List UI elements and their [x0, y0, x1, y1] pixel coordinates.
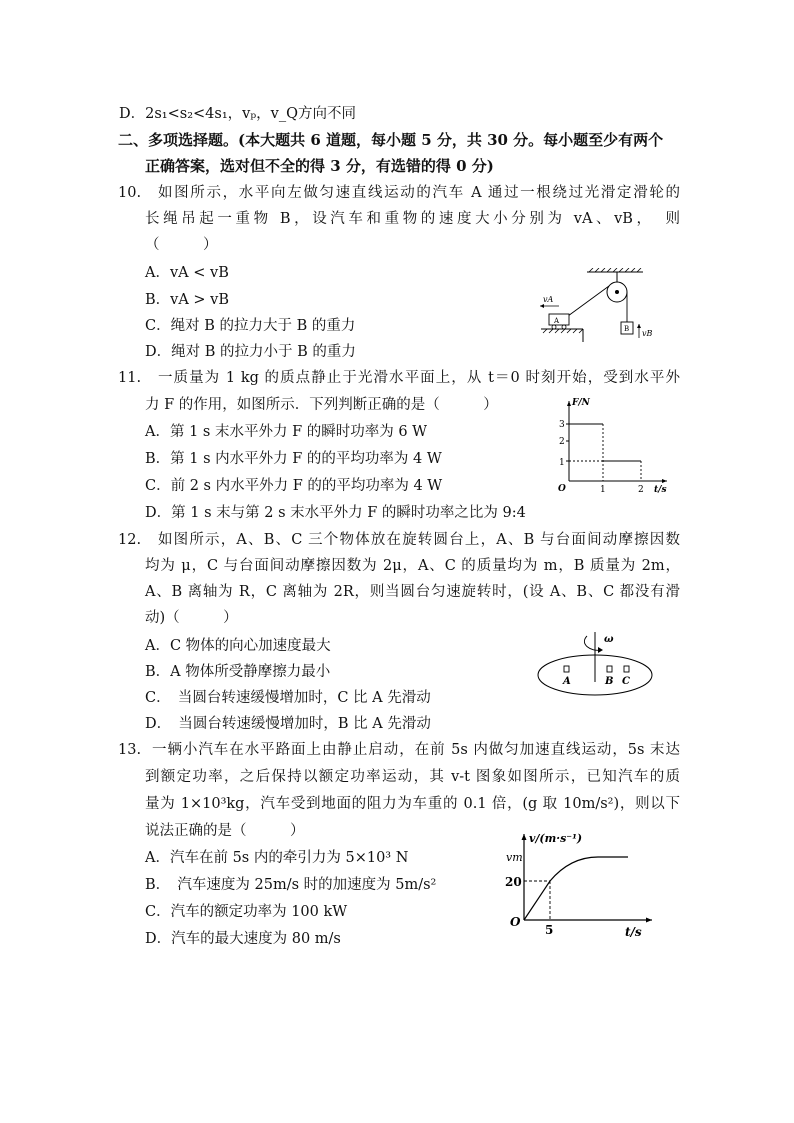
q13-stem-line3: 量为 1×10³kg，汽车受到地面的阻力为车重的 0.1 倍，(g 取 10m/s²)，则以下: [145, 796, 680, 812]
y-axis-arrow: [522, 834, 527, 840]
section-title-line2: 正确答案，选对但不全的得 3 分，有选错的得 0 分): [145, 157, 494, 175]
q10-pulley-figure: [535, 268, 655, 342]
x-axis-label: t/s: [654, 485, 667, 495]
rotation-arrow-head: [598, 647, 603, 653]
q12-option-b: B．A 物体所受静摩擦力最小: [145, 664, 331, 680]
origin-label: O: [510, 915, 521, 929]
x-tick-2: 2: [638, 485, 644, 495]
ceiling-hatch: [589, 268, 641, 272]
q12-turntable-figure: [535, 630, 660, 698]
label-b: B: [605, 676, 614, 687]
car-wheel-right: [562, 325, 566, 329]
q12-stem-line4: 动)（ ）: [145, 610, 238, 626]
y-tick-1: 1: [559, 458, 565, 468]
q11-number: 11.: [118, 370, 142, 386]
vm-label: vm: [506, 851, 523, 864]
q12-option-a: A．C 物体的向心加速度最大: [145, 638, 331, 654]
q13-stem-line2: 到额定功率，之后保持以额定功率运动，其 v-t 图象如图所示，已知汽车的质: [145, 769, 680, 785]
power-curve: [550, 857, 628, 881]
q12-stem-line2: 均为 μ，C 与台面间动摩擦因数为 2μ，A、C 的质量均为 m，B 质量为 2m，: [145, 558, 680, 574]
accel-segment: [524, 881, 550, 920]
q13-option-c: C．汽车的额定功率为 100 kW: [145, 904, 348, 920]
x-axis-arrow: [646, 918, 652, 923]
origin-label: O: [558, 484, 566, 494]
x-axis-arrow: [662, 479, 667, 483]
x-tick-5: 5: [545, 923, 554, 937]
block-b-label: B: [624, 325, 630, 333]
object-a: [564, 666, 569, 672]
y-axis-label: v/(m·s⁻¹): [529, 832, 583, 845]
y-axis-arrow: [567, 401, 571, 406]
va-arrow-head: [540, 304, 544, 308]
q13-number: 13.: [118, 742, 142, 758]
q11-option-d: D．第 1 s 末与第 2 s 末水平外力 F 的瞬时功率之比为 9:4: [145, 505, 526, 521]
q13-option-b: B． 汽车速度为 25m/s 时的加速度为 5m/s²: [145, 877, 437, 893]
car-wheel-left: [552, 325, 556, 329]
q13-stem-line4: 说法正确的是（ ）: [145, 823, 305, 839]
y-tick-20: 20: [505, 875, 522, 889]
car-a-label: A: [554, 317, 560, 325]
y-tick-3: 3: [559, 420, 565, 430]
pulley-axle: [615, 290, 619, 294]
q11-force-time-graph: [555, 395, 673, 495]
ground-hatch: [543, 329, 583, 333]
q10-option-c: C．绳对 B 的拉力大于 B 的重力: [145, 318, 356, 334]
q11-option-a: A．第 1 s 末水平外力 F 的瞬时功率为 6 W: [145, 424, 428, 440]
object-c: [624, 666, 629, 672]
label-a: A: [563, 676, 571, 687]
q10-stem-line2: 长绳吊起一重物 B，设汽车和重物的速度大小分别为 vA、vB， 则: [145, 211, 680, 227]
vb-label: vB: [642, 329, 653, 338]
q13-velocity-time-graph: [500, 828, 660, 940]
y-axis-label: F/N: [572, 398, 590, 408]
q13-stem-line1: 一辆小汽车在水平路面上由静止启动，在前 5s 内做匀加速直线运动，5s 末达: [152, 742, 680, 758]
q9-option-d: D．2s₁<s₂<4s₁，vₚ，v_Q方向不同: [119, 106, 356, 122]
q12-option-d: D． 当圆台转速缓慢增加时，B 比 A 先滑动: [145, 716, 431, 732]
section-title-line1: 二、多项选择题。(本大题共 6 道题，每小题 5 分，共 30 分。每小题至少有两个: [118, 131, 664, 149]
q11-stem-line2: 力 F 的作用，如图所示．下列判断正确的是（ ）: [145, 397, 498, 413]
va-label: vA: [543, 295, 554, 304]
q11-stem-line1: 一质量为 1 kg 的质点静止于光滑水平面上，从 t＝0 时刻开始，受到水平外: [158, 370, 680, 386]
q10-option-b: B．vA > vB: [145, 292, 230, 308]
q10-option-d: D．绳对 B 的拉力小于 B 的重力: [145, 344, 356, 360]
q13-option-a: A．汽车在前 5s 内的牵引力为 5×10³ N: [145, 850, 409, 866]
q12-option-c: C． 当圆台转速缓慢增加时，C 比 A 先滑动: [145, 690, 431, 706]
q13-option-d: D．汽车的最大速度为 80 m/s: [145, 931, 341, 947]
q10-option-a: A．vA < vB: [145, 265, 229, 281]
omega-label: ω: [604, 634, 614, 645]
x-tick-1: 1: [600, 485, 606, 495]
q12-stem-line3: A、B 离轴为 R，C 离轴为 2R，则当圆台匀速旋转时，(设 A、B、C 都没有滑: [145, 584, 680, 600]
vb-arrow-head: [637, 324, 641, 328]
y-tick-2: 2: [559, 437, 565, 447]
q12-stem-line1: 如图所示，A、B、C 三个物体放在旋转圆台上，A、B 与台面间动摩擦因数: [158, 532, 680, 548]
x-axis-label: t/s: [625, 925, 642, 939]
q12-number: 12.: [118, 532, 142, 548]
label-c: C: [622, 676, 630, 687]
q10-stem-line1: 如图所示，水平向左做匀速直线运动的汽车 A 通过一根绕过光滑定滑轮的: [158, 185, 680, 201]
object-b: [607, 666, 612, 672]
q11-option-b: B．第 1 s 内水平外力 F 的的平均功率为 4 W: [145, 451, 442, 467]
q10-number: 10.: [118, 185, 142, 201]
q10-answer-blank: （ ）: [145, 237, 218, 253]
rope-to-car: [568, 286, 609, 316]
q11-option-c: C．前 2 s 内水平外力 F 的的平均功率为 4 W: [145, 478, 443, 494]
